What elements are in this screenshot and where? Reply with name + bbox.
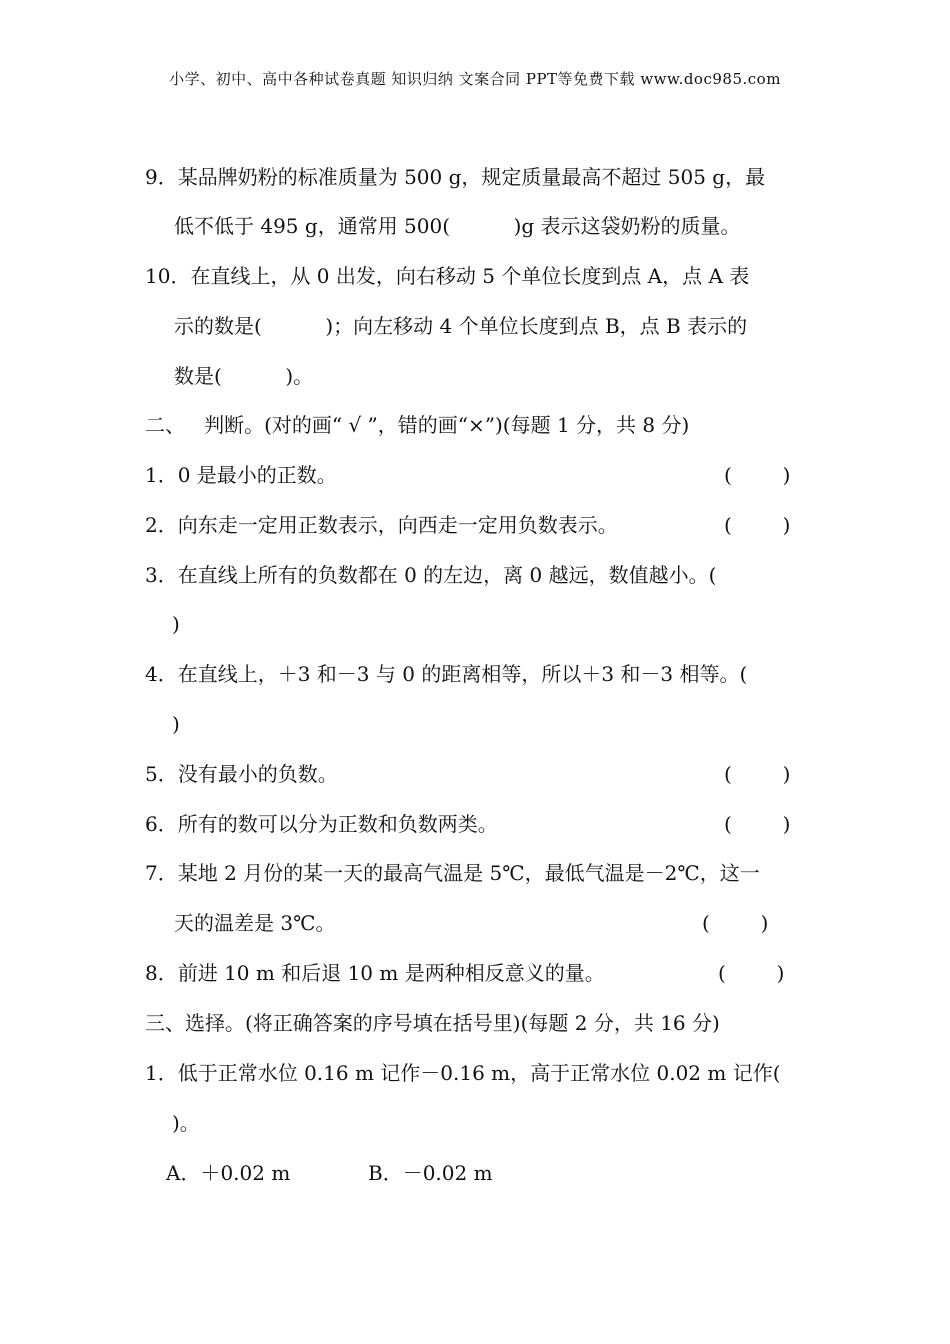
page-header: 小学、初中、高中各种试卷真题 知识归纳 文案合同 PPT等免费下载 www.doc985.com: [169, 70, 781, 88]
judge-answer-blank-2: ( ): [724, 513, 791, 537]
judge-question-8: 8．前进 10 m 和后退 10 m 是两种相反意义的量。: [145, 961, 605, 985]
question-10-line-1: 10．在直线上，从 0 出发，向右移动 5 个单位长度到点 A，点 A 表: [145, 264, 750, 288]
question-9-line-1: 9．某品牌奶粉的标准质量为 500 g，规定质量最高不超过 505 g，最: [145, 165, 766, 189]
question-9-line-2: 低不低于 495 g，通常用 500( )g 表示这袋奶粉的质量。: [174, 214, 741, 238]
question-10-line-2: 示的数是( )；向左移动 4 个单位长度到点 B，点 B 表示的: [174, 314, 748, 338]
choice-question-1-line-2: )。: [172, 1111, 200, 1135]
judge-question-6: 6．所有的数可以分为正数和负数两类。: [145, 812, 498, 836]
judge-question-7-line-2: 天的温差是 3℃。: [174, 911, 336, 935]
judge-question-4-line-2: ): [172, 712, 180, 736]
question-10-line-3: 数是( )。: [174, 364, 314, 388]
judge-question-3-line-1: 3．在直线上所有的负数都在 0 的左边，离 0 越远，数值越小。(: [145, 563, 717, 587]
judge-question-4-line-1: 4．在直线上，＋3 和－3 与 0 的距离相等，所以＋3 和－3 相等。(: [145, 662, 748, 686]
judge-question-1: 1．0 是最小的正数。: [145, 463, 337, 487]
choice-question-1-line-1: 1．低于正常水位 0.16 m 记作－0.16 m，高于正常水位 0.02 m 记作(: [145, 1061, 781, 1085]
judge-question-2: 2．向东走一定用正数表示，向西走一定用负数表示。: [145, 513, 618, 537]
judge-answer-blank-7: ( ): [702, 911, 769, 935]
judge-answer-blank-8: ( ): [718, 961, 785, 985]
judge-question-3-line-2: ): [172, 612, 180, 636]
judge-question-7-line-1: 7．某地 2 月份的某一天的最高气温是 5℃，最低气温是－2℃，这一: [145, 861, 760, 885]
choice-option-a: A．＋0.02 m: [166, 1161, 291, 1185]
section-choice-heading: 三、选择。(将正确答案的序号填在括号里)(每题 2 分，共 16 分): [145, 1011, 720, 1035]
judge-answer-blank-5: ( ): [724, 762, 791, 786]
choice-option-b: B．－0.02 m: [368, 1161, 493, 1185]
section-judge-heading: 二、 判断。(对的画“ √ ”，错的画“×”)(每题 1 分，共 8 分): [145, 413, 690, 437]
judge-answer-blank-6: ( ): [724, 812, 791, 836]
judge-answer-blank-1: ( ): [724, 463, 791, 487]
judge-question-5: 5．没有最小的负数。: [145, 762, 338, 786]
